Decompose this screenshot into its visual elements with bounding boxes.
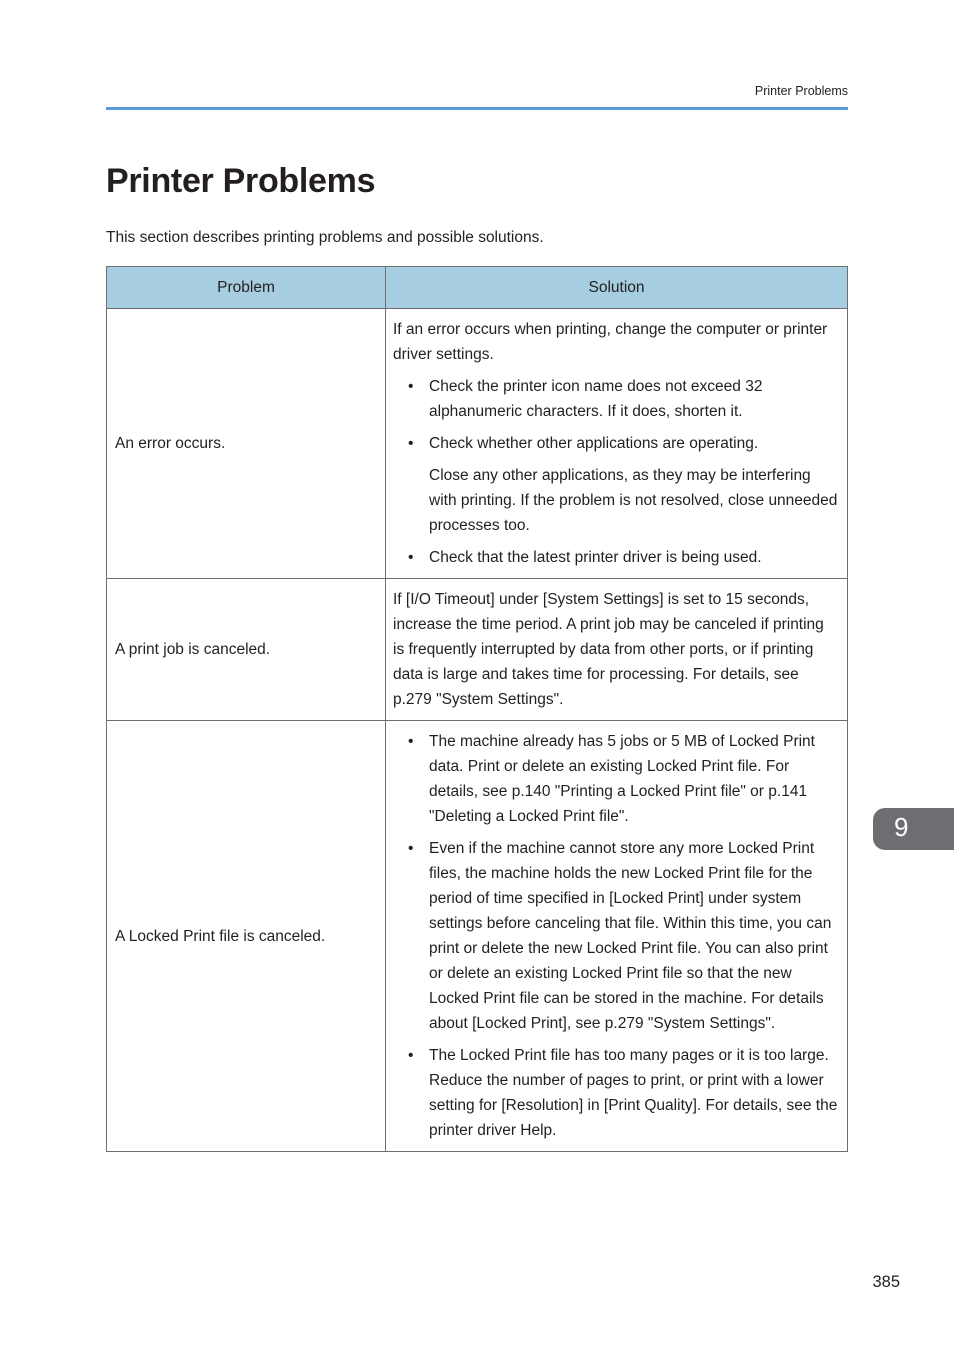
list-item [393,374,839,424]
solution-column-header: Solution [386,267,848,309]
header-rule [106,107,848,110]
bullet-icon: • [408,549,414,566]
list-item [393,545,839,570]
list-item [393,836,839,1036]
table-row [107,721,848,1152]
solution-list [393,729,839,1143]
solution-intro: If an error occurs when printing, change the computer or printer driver settings. [393,321,828,363]
solution-intro: If [I/O Timeout] under [System Settings] is set to 15 seconds, increase the time period. A print job may be canceled if printing is frequently interrupted by data from other ports, or if printing data is large and takes time for processing. For details, see p.279 "System Settings". [393,591,824,708]
problem-cell: A print job is canceled. [107,579,386,721]
list-item [393,729,839,829]
table-row [107,309,848,579]
list-item-text: Check the printer icon name does not exceed 32 alphanumeric characters. If it does, shorten it. [429,378,763,420]
list-item [393,431,839,538]
intro-text: This section describes printing problems and possible solutions. [106,229,544,246]
bullet-icon: • [408,840,414,857]
problems-table [106,266,848,1152]
chapter-number: 9 [894,812,909,842]
bullet-icon: • [408,435,414,452]
problem-cell: An error occurs. [107,309,386,579]
solution-cell [386,721,848,1152]
bullet-icon: • [408,378,414,395]
solution-cell [386,579,848,721]
running-header: Printer Problems [754,84,848,98]
solution-list [393,374,839,570]
solution-cell [386,309,848,579]
bullet-icon: • [408,733,414,750]
list-item-text: The machine already has 5 jobs or 5 MB of Locked Print data. Print or delete an existing Locked Print file. For details, see p.140 "Printing a Locked Print file" or p.141 "Deleting a Locked Print file". [429,733,815,825]
bullet-icon: • [408,1047,414,1064]
list-item-note: Close any other applications, as they may be interfering with printing. If the problem is not resolved, close unneeded processes too. [429,467,838,534]
list-item [393,1043,839,1143]
page-number: 385 [872,1273,900,1291]
table-row [107,579,848,721]
list-item-text: The Locked Print file has too many pages or it is too large. Reduce the number of pages to print, or print with a lower setting for [Resolution] in [Print Quality]. For details, see the printer driver Help. [429,1047,838,1139]
problem-column-header: Problem [107,267,386,309]
problem-cell: A Locked Print file is canceled. [107,721,386,1152]
table-header-row [107,267,848,309]
page-title: Printer Problems [106,162,376,200]
chapter-tab [873,808,954,850]
list-item-text: Check that the latest printer driver is being used. [429,549,762,566]
list-item-text: Even if the machine cannot store any more Locked Print files, the machine holds the new Locked Print file for the period of time specified in [Locked Print] under system settings before canceling that file. Within this time, you can print or delete the new Locked Print file. You can also print or delete an existing Locked Print file so that the new Locked Print file can be stored in the machine. For details about [Locked Print], see p.279 "System Settings". [429,840,832,1032]
list-item-text: Check whether other applications are operating. [429,435,759,452]
